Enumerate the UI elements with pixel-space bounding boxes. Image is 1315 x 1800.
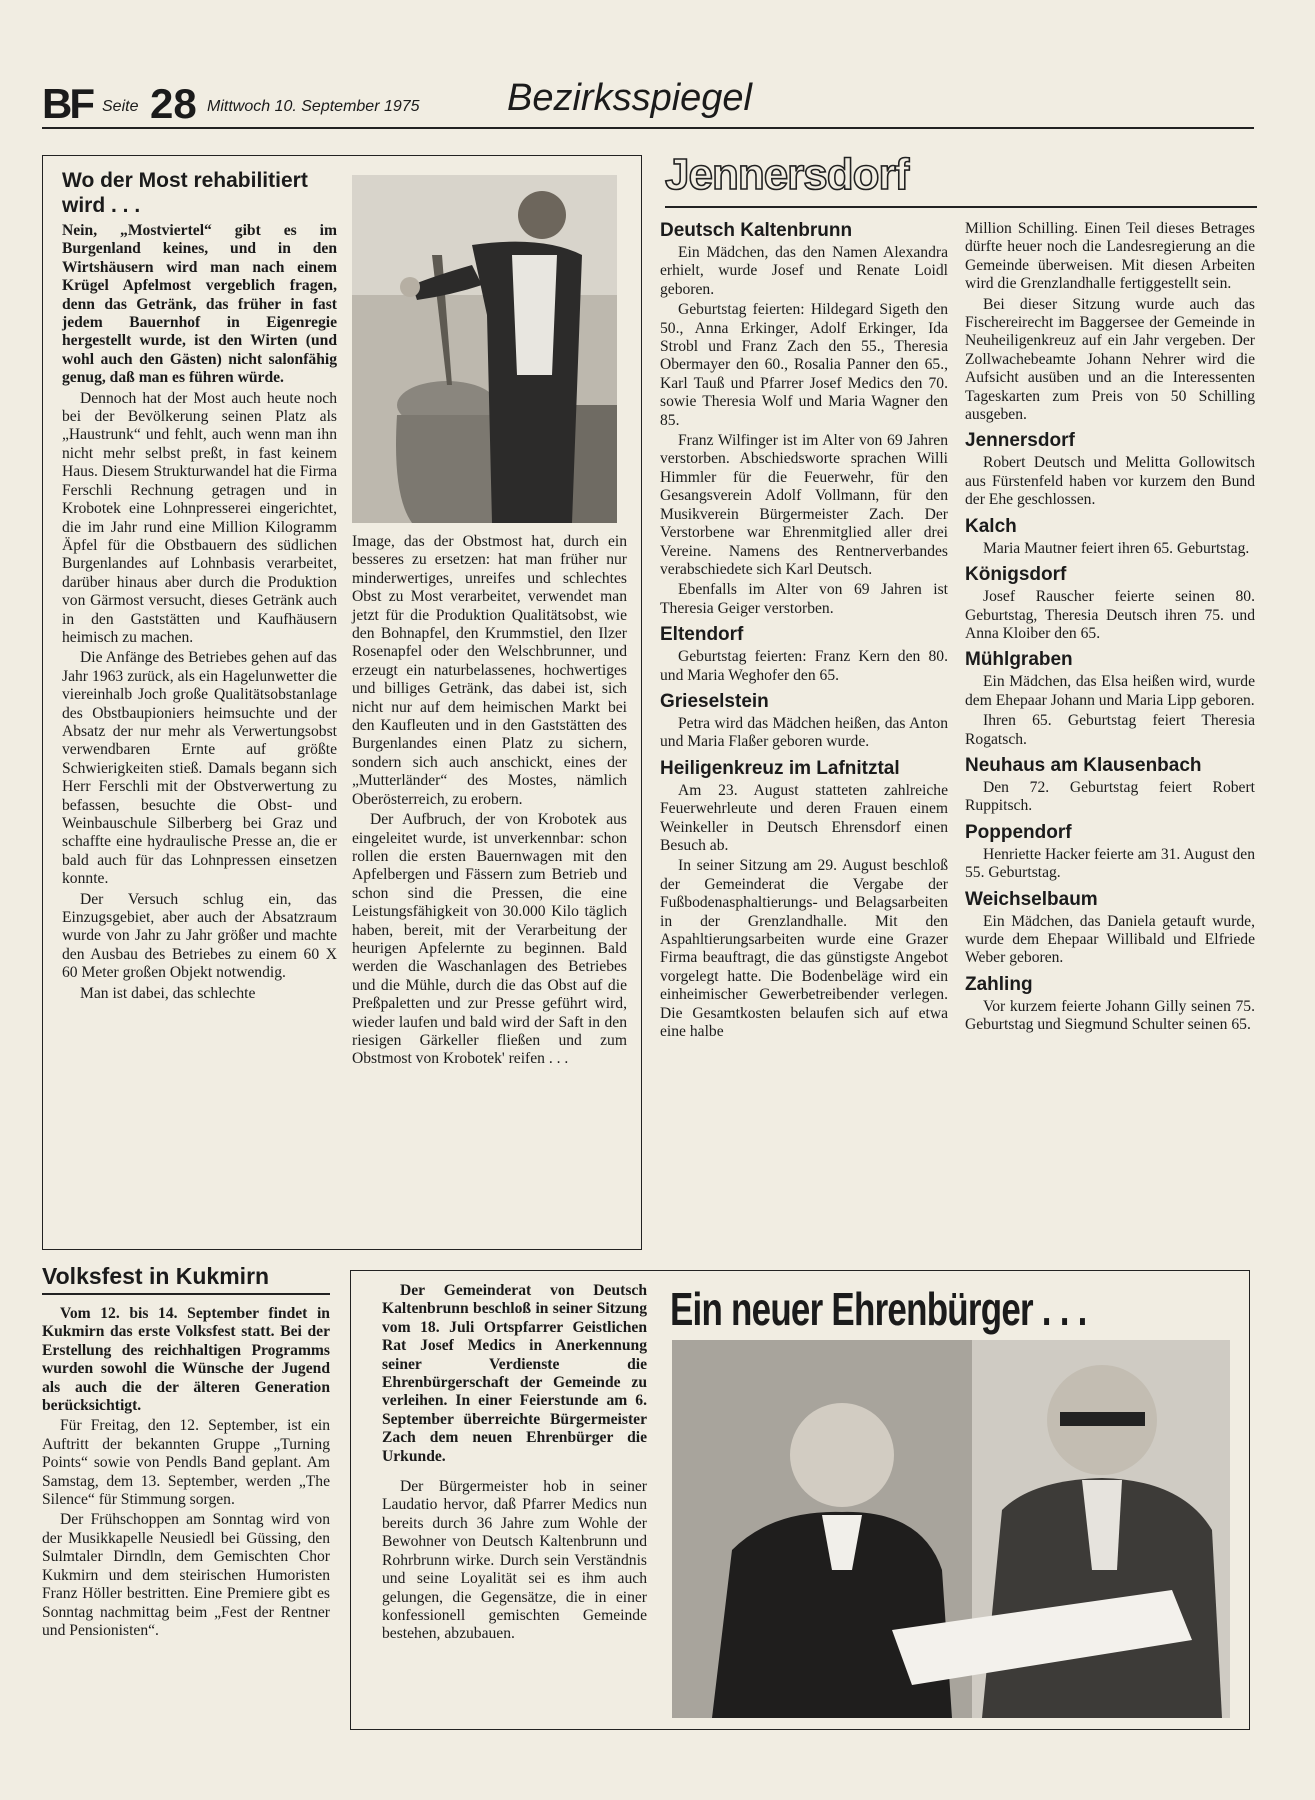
village-heading: Mühlgraben bbox=[965, 649, 1073, 671]
village-heading: Heiligenkreuz im Lafnitztal bbox=[660, 757, 900, 779]
most-article-col1 bbox=[62, 222, 337, 1005]
village-heading: Königsdorf bbox=[965, 564, 1067, 586]
village-news-paragraph: Maria Mautner feiert ihren 65. Geburtstag. bbox=[983, 539, 1250, 557]
jennersdorf-banner: Jennersdorf bbox=[665, 150, 909, 199]
ehrenbuerger-paragraph: Der Bürgermeister hob in seiner Laudatio hervor, daß Pfarrer Medics nun bereits durch 36 Jahre zum Wohle der Bewohner von Deutsch Kaltenbrunn und Rohrbrunn wirke. Durch sein Verständnis und seine Loyalität sei es ihm auch gelungen, die Gegensätze, die in einer konfessionell gemischten Gemeinde bestehen, abzubauen. bbox=[382, 1478, 647, 1643]
village-heading: Deutsch Kaltenbrunn bbox=[660, 220, 853, 241]
banner-rule bbox=[665, 206, 1257, 208]
ehrenbuerger-lead: Der Gemeinderat von Deutsch Kaltenbrunn beschloß in seiner Sitzung vom 18. Juli Ortspfarrer Geistlichen Rat Josef Medics in Anerkennung seiner Verdienste die Ehrenbürgerschaft der Gemeinde zu verleihen. In einer Feierstunde am 6. September überreichte Bürgermeister Zach dem neuen Ehrenbürger die Urkunde. bbox=[382, 1282, 647, 1465]
page-label: Seite bbox=[102, 98, 139, 115]
village-news-paragraph: Den 72. Geburtstag feiert Robert Ruppitsch. bbox=[965, 778, 1255, 815]
village-news-paragraph: Million Schilling. Einen Teil dieses Betrages dürfte heuer noch die Landesregierung an die Gemeinde überweisen. Mit diesen Arbeiten wird die Grenzlandhalle fertiggestellt sein. bbox=[965, 220, 1255, 293]
header-rule bbox=[42, 127, 1254, 129]
volksfest-paragraph: Der Frühschoppen am Sonntag wird von der Musikkapelle Neusiedl bei Güssing, den Sulmtaler Dirndln, dem Gemischten Chor Kukmirn und dem steirischen Humoristen Franz Höller bestritten. Eine Premiere gibt es Sonntag nachmittag beim „Fest der Rentner und Pensionisten“. bbox=[42, 1511, 330, 1639]
most-article-paragraph: Der Aufbruch, der von Krobotek aus eingeleitet wurde, ist unverkennbar: schon rollen die ersten Bauernwagen mit den Apfelbergen und Fässern zum Betrieb und schon sind die Pressen, die eine Leistungsfähigkeit von 30.000 Kilo täglich haben, bereit, mit der Verarbeitung der heurigen Apfelernte zu beginnen. Bald werden die Waschanlagen des Betriebes und die Mühle, durch die das Obst auf die Preßpaletten und zur Presse geführt wird, wieder laufen und bald wird der Saft in den riesigen Gärkeller fließen und zum Obstmost von Krobotek' reifen . . . bbox=[352, 811, 627, 1068]
most-article-paragraph: Image, das der Obstmost hat, durch ein besseres zu ersetzen: hat man früher nur minderwertiges, unreifes und schlechtes Obst zu Most verarbeitet, verwendet man jetzt für die Produktion Qualitätsobst, wie den Bohnapfel, den Krummstiel, den Ilzer Rosenapfel oder den Welschbrunner, und erzeugt ein naturbelassenes, hochwertiges und billiges Getränk, das dabei ist, sich nicht nur auf dem heimischen Markt bei den Kaufleuten und in den Gaststätten des Burgenlandes einen Platz zu sichern, sondern sich auch anschickt, eines der „Mutterländer“ des Mostes, nämlich Oberösterreich, zu erobern. bbox=[352, 533, 627, 808]
village-news-paragraph: Ihren 65. Geburtstag feiert Theresia Rogatsch. bbox=[965, 712, 1255, 748]
village-news-paragraph: Bei dieser Sitzung wurde auch das Fischereirecht im Baggersee der Gemeinde in Neuheiligenkreuz auf ein Jahr vergeben. Der Zollwachebeamte Johann Nehrer wird die Aufsicht ausüben und an die Interessenten Tageskarten zum Preis von 50 Schilling ausgeben. bbox=[965, 295, 1255, 424]
ehrenbuerger-text bbox=[382, 1282, 647, 1646]
village-news-paragraph: Ein Mädchen, das den Namen Alexandra erhielt, wurde Josef und Renate Loidl geboren. bbox=[660, 244, 948, 298]
newspaper-logo: BF bbox=[42, 80, 92, 127]
jennersdorf-col1 bbox=[660, 214, 948, 1043]
ehrenbuerger-photo bbox=[672, 1340, 1230, 1718]
village-news-paragraph: Ein Mädchen, das Daniela getauft wurde, wurde dem Ehepaar Willibald und Elfriede Weber geboren. bbox=[965, 912, 1255, 967]
volksfest-body bbox=[42, 1305, 330, 1642]
village-heading: Neuhaus am Klausenbach bbox=[965, 754, 1202, 776]
village-news-paragraph: Petra wird das Mädchen heißen, das Anton und Maria Flaßer geboren wurde. bbox=[660, 714, 948, 751]
village-heading: Zahling bbox=[965, 973, 1033, 995]
most-article-paragraph: Der Versuch schlug ein, das Einzugsgebiet, aber auch der Absatzraum wurde von Jahr zu Jahr größer und machte den Ausbau des Betriebes zu einem 60 X 60 Meter großen Objekt notwendig. bbox=[62, 890, 337, 982]
volksfest-title: Volksfest in Kukmirn bbox=[42, 1263, 270, 1289]
village-news-paragraph: Am 23. August statteten zahlreiche Feuerwehrleute und deren Frauen einem Weinkeller in Deutsch Ehrensdorf einen Besuch ab. bbox=[660, 781, 948, 854]
village-heading: Jennersdorf bbox=[965, 430, 1075, 452]
village-heading: Eltendorf bbox=[660, 624, 744, 646]
most-article-lead: Nein, „Mostviertel“ gibt es im Burgenland keines, und in den Wirtshäusern wird man nach einem Krügel Apfelmost vergeblich fragen, denn das Getränk, das früher in fast jedem Bauernhof in Eigenregie hergestellt wurde, ist den Wirten (und wohl auch den Gästen) nicht salonfähig genug, daß man es führen würde. bbox=[62, 222, 337, 387]
most-article-title: Wo der Most rehabilitiert wird . . . bbox=[62, 169, 308, 217]
village-news-paragraph: Josef Rauscher feierte seinen 80. Geburtstag, Theresia Deutsch ihren 75. und Anna Kloiber den 65. bbox=[965, 588, 1255, 642]
village-news-paragraph: Robert Deutsch und Melitta Gollowitsch aus Fürstenfeld haben vor kurzem den Bund der Ehe geschlossen. bbox=[965, 454, 1255, 509]
page-number: 28 bbox=[150, 80, 197, 127]
village-news-paragraph: Vor kurzem feierte Johann Gilly seinen 75. Geburtstag und Siegmund Schulter seinen 65. bbox=[965, 997, 1255, 1034]
issue-date: Mittwoch 10. September 1975 bbox=[207, 98, 420, 115]
most-press-photo bbox=[352, 175, 617, 523]
village-heading: Kalch bbox=[965, 515, 1017, 537]
village-heading: Grieselstein bbox=[660, 690, 769, 712]
most-article-paragraph: Die Anfänge des Betriebes gehen auf das Jahr 1963 zurück, als ein Hagelunwetter die viereinhalb Joch große Qualitätsobstanlage des Obstbaupioniers heimsuchte und der Absatz der nur mehr als Verwertungsobst verwendbaren Ernte auf größte Schwierigkeiten stieß. Damals begann sich Herr Ferschli mit der Obstverwertung zu befassen, besuchte die Obst- und Weinbauschule Silberberg bei Graz und schaffte eine hydraulische Presse an, die er bald auch für das Lohnpressen einsetzen konnte. bbox=[62, 649, 337, 888]
village-news-paragraph: Geburtstag feierten: Franz Kern den 80. und Maria Weghofer den 65. bbox=[660, 648, 948, 684]
most-article-paragraph: Man ist dabei, das schlechte bbox=[80, 984, 256, 1002]
village-news-paragraph: Geburtstag feierten: Hildegard Sigeth den 50., Anna Erkinger, Adolf Erkinger, Ida Strobl und Franz Zach den 55., Theresia Obermayer den 60., Rosalia Panner den 65., Karl Tauß und Pfarrer Josef Medics den 70. sowie Theresia Wolf und Maria Wagner den 85. bbox=[660, 301, 948, 429]
jennersdorf-col2 bbox=[965, 220, 1255, 1037]
volksfest-rule bbox=[42, 1293, 330, 1295]
volksfest-paragraph: Für Freitag, den 12. September, ist ein Auftritt der bekannten Gruppe „Turning Points“ sowie von Pendls Band geplant. Am Samstag, dem 13. September, werden „The Silence“ für Stimmung sorgen. bbox=[42, 1417, 330, 1509]
village-news-paragraph: Henriette Hacker feierte am 31. August den 55. Geburtstag. bbox=[965, 845, 1255, 882]
ehrenbuerger-title: Ein neuer Ehrenbürger . . . bbox=[670, 1283, 1087, 1335]
most-article-paragraph: Dennoch hat der Most auch heute noch bei der Bevölkerung seinen Platz als „Haustrunk“ und fehlt, auch wenn man ihn nicht mehr selbst preßt, in fast keinem Haus. Diesem Strukturwandel hat die Firma Ferschli Rechnung getragen und in Krobotek eine Lohnpresserei eingerichtet, die im Jahr rund eine Million Kilogramm Äpfel für die Obstbauern des südlichen Burgenlandes auf Lohnbasis verarbeitet, darüber hinaus aber durch die Produktion von Gärmost versucht, dieses Getränk auch in den Gaststätten und Kaufhäusern heimisch zu machen. bbox=[62, 389, 337, 646]
village-news-paragraph: Franz Wilfinger ist im Alter von 69 Jahren verstorben. Abschiedsworte sprachen Willi Himmler für die Feuerwehr, für den Gesangsverein Adolf Vollmann, für den Musikverein Bürgermeister Zach. Der Verstorbene war Ehrenmitglied aller drei Vereine. Namens des Rentnerverbandes verabschiedete sich Karl Deutsch. bbox=[660, 432, 948, 578]
most-article-col2 bbox=[352, 533, 627, 1071]
section-title: Bezirksspiegel bbox=[507, 77, 752, 119]
village-news-paragraph: Ebenfalls im Alter von 69 Jahren ist Theresia Geiger verstorben. bbox=[660, 581, 948, 617]
village-heading: Weichselbaum bbox=[965, 888, 1098, 910]
village-news-paragraph: In seiner Sitzung am 29. August beschloß der Gemeinderat die Vergabe der Fußbodenasphaltierungs- und Belagsarbeiten in der Grenzlandhalle. Mit den Aspahltierungsarbeiten wurde eine Grazer Firma beauftragt, die das günstigste Angebot vorgelegt hatte. Die Bodenbeläge wird ein einheimischer Gewerbetreibender verlegen. Die Gesamtkosten belaufen sich auf etwa eine halbe bbox=[660, 857, 948, 1041]
page-header bbox=[42, 70, 1254, 128]
village-heading: Poppendorf bbox=[965, 821, 1072, 843]
volksfest-lead: Vom 12. bis 14. September findet in Kukmirn das erste Volksfest statt. Bei der Erstellung des reichhaltigen Programms wurden sowohl die Wünsche der Jugend als auch die der älteren Generation berücksichtigt. bbox=[42, 1305, 330, 1415]
village-news-paragraph: Ein Mädchen, das Elsa heißen wird, wurde dem Ehepaar Johann und Maria Lipp geboren. bbox=[965, 673, 1255, 709]
